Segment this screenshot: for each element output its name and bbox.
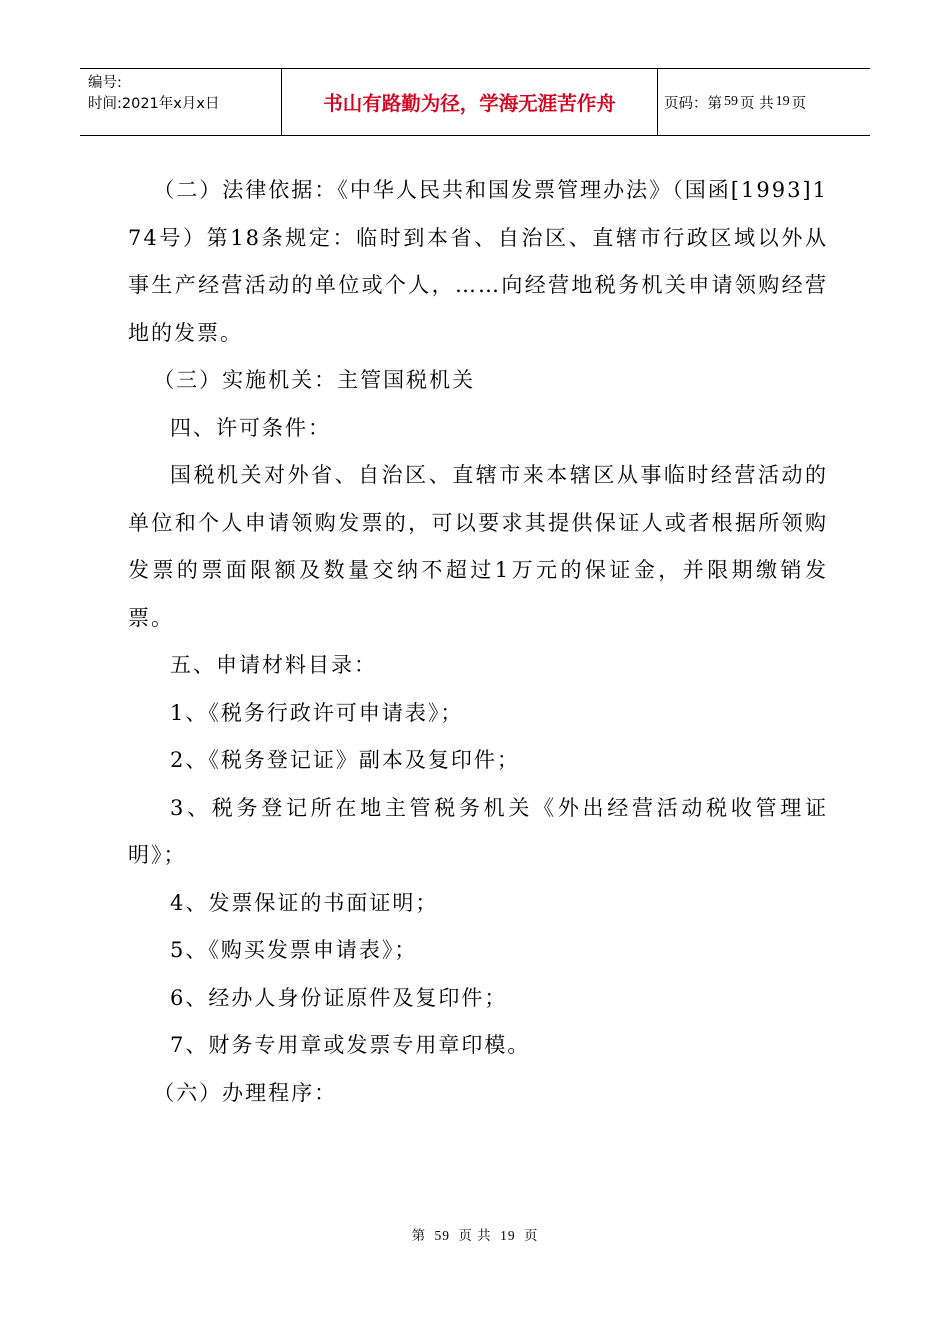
- footer-mid: 页 共: [458, 1228, 492, 1243]
- document-header: [80, 68, 870, 136]
- header-page-current: 59: [724, 94, 738, 109]
- list-item: 3、税务登记所在地主管税务机关《外出经营活动税收管理证明》；: [128, 795, 828, 867]
- paragraph-conditions: 国税机关对外省、自治区、直辖市来本辖区从事临时经营活动的单位和个人申请领购发票的，可以要求其提供保证人或者根据所领购发票的票面限额及数量交纳不超过1万元的保证金，并限期缴销发票。: [128, 463, 828, 630]
- list-item: 7、财务专用章或发票专用章印模。: [170, 1033, 531, 1057]
- list-item: 5、《购买发票申请表》；: [170, 938, 418, 962]
- footer-prefix: 第: [411, 1228, 427, 1243]
- list-item: 2、《税务登记证》副本及复印件；: [170, 748, 520, 772]
- footer-current-page: 59: [434, 1228, 450, 1243]
- header-page-suffix: 页: [791, 95, 807, 112]
- header-page-total: 19: [775, 94, 790, 109]
- section-heading-conditions: 四、许可条件：: [170, 415, 331, 440]
- list-item: 4、发票保证的书面证明；: [170, 890, 439, 915]
- footer-suffix: 页: [523, 1228, 539, 1243]
- section-heading-procedure: （六）办理程序：: [153, 1080, 338, 1105]
- header-page-info: [658, 69, 870, 135]
- section-heading-materials: 五、申请材料目录：: [170, 653, 377, 677]
- list-item: 1、《税务行政许可申请表》；: [170, 700, 464, 725]
- header-meta: [80, 69, 282, 135]
- document-time-label: 时间:2021年x月x日: [88, 96, 220, 112]
- header-page-mid: 页 共: [740, 95, 774, 112]
- document-body: [128, 167, 828, 1117]
- page-footer: [0, 1224, 950, 1244]
- header-motto: 书山有路勤为径，学海无涯苦作舟: [282, 69, 658, 135]
- footer-total-pages: 19: [500, 1228, 516, 1243]
- document-number-label: 编号:: [88, 75, 122, 91]
- paragraph-implementing-authority: （三）实施机关：主管国税机关: [153, 368, 476, 392]
- paragraph-legal-basis: （二）法律依据：《中华人民共和国发票管理办法》（国函[1993]174号）第18条规定：临时到本省、自治区、直辖市行政区域以外从事生产经营活动的单位或个人，……向经营地税务机关申请领购经营地的发票。: [128, 178, 828, 345]
- list-item: 6、经办人身份证原件及复印件；: [170, 985, 508, 1010]
- header-page-prefix: 页码：第: [664, 95, 722, 112]
